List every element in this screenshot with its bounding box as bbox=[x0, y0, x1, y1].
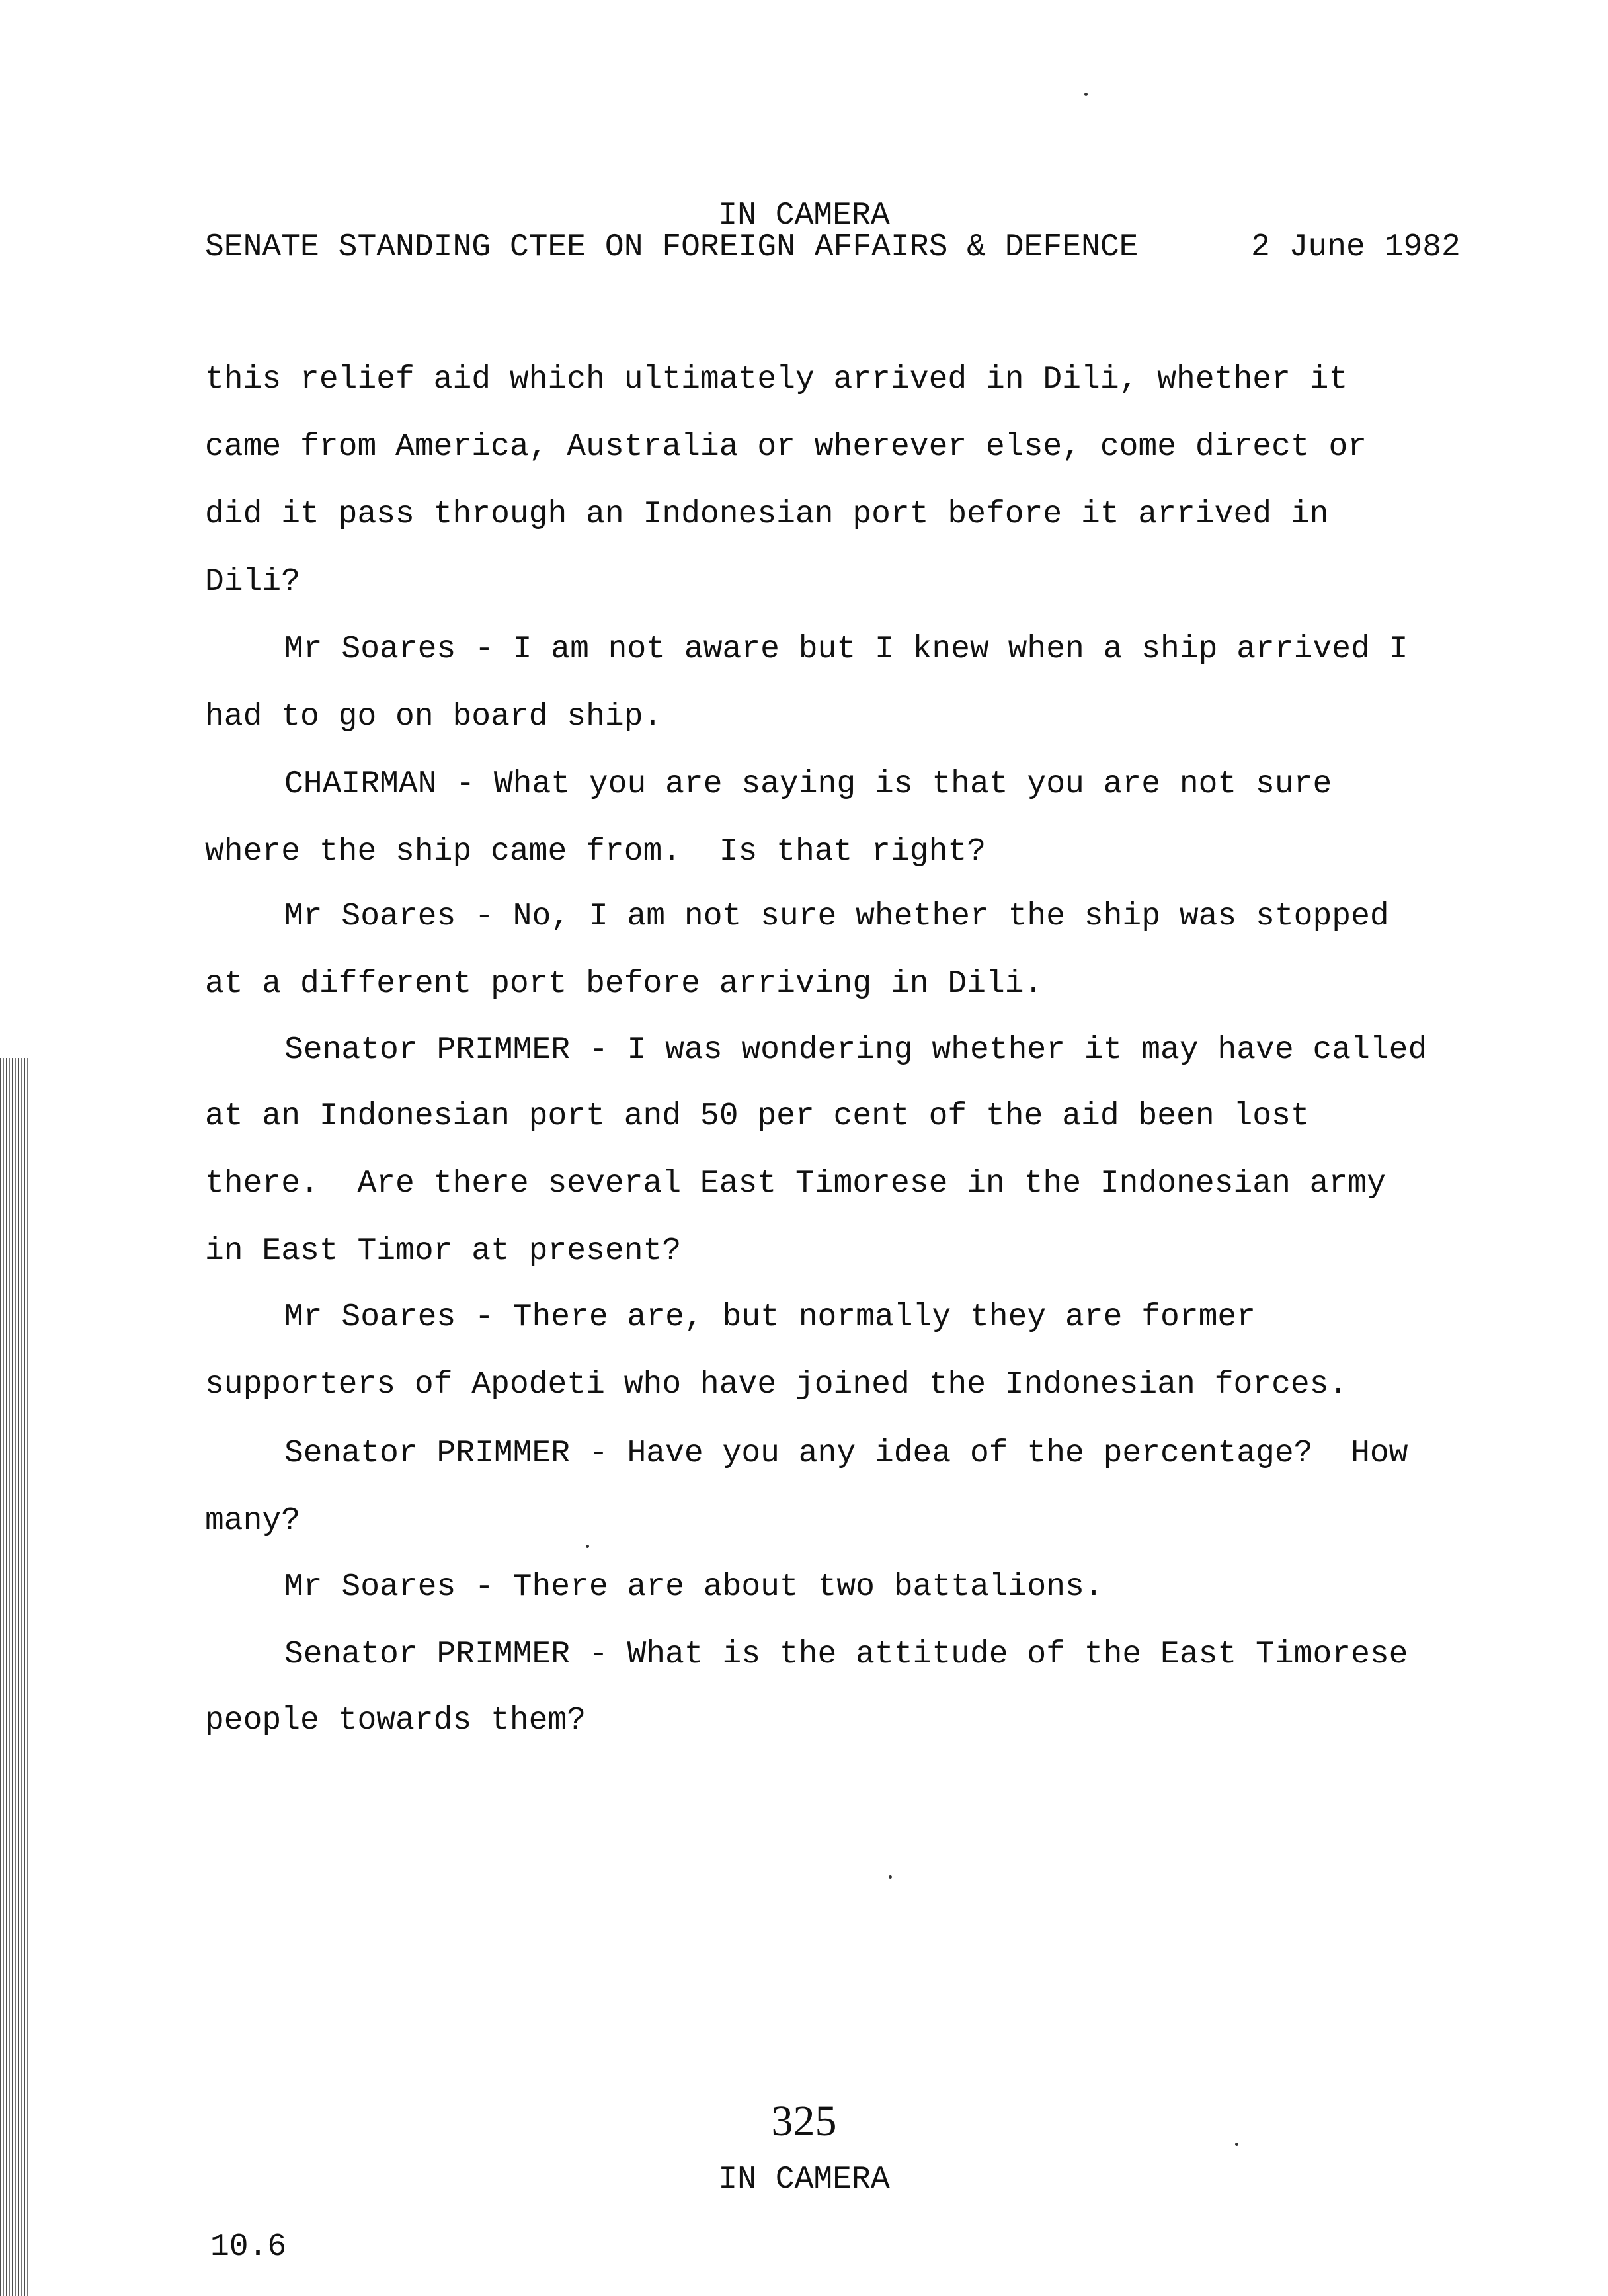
reference-number: 10.6 bbox=[210, 2229, 287, 2265]
scan-speck bbox=[1084, 93, 1088, 96]
speaker-line: Mr Soares - I am not aware but I knew when a ship arrived I bbox=[284, 632, 1408, 667]
body-line: there. Are there several East Timorese in the Indonesian army bbox=[205, 1166, 1386, 1202]
body-line: did it pass through an Indonesian port before it arrived in bbox=[205, 497, 1329, 532]
body-line: people towards them? bbox=[205, 1703, 586, 1739]
body-line: supporters of Apodeti who have joined the Indonesian forces. bbox=[205, 1367, 1348, 1403]
body-line: at a different port before arriving in Dili. bbox=[205, 966, 1043, 1002]
scan-speck bbox=[889, 1875, 892, 1879]
speaker-line: Senator PRIMMER - Have you any idea of the percentage? How bbox=[284, 1436, 1408, 1471]
committee-title: SENATE STANDING CTEE ON FOREIGN AFFAIRS & DEFENCE bbox=[205, 229, 1139, 265]
speaker-line: CHAIRMAN - What you are saying is that you are not sure bbox=[284, 766, 1332, 802]
body-line: at an Indonesian port and 50 per cent of the aid been lost bbox=[205, 1098, 1310, 1134]
body-line: this relief aid which ultimately arrived in Dili, whether it bbox=[205, 362, 1348, 397]
body-line: many? bbox=[205, 1503, 301, 1539]
in-camera-header: IN CAMERA bbox=[718, 198, 890, 233]
speaker-line: Senator PRIMMER - What is the attitude of the East Timorese bbox=[284, 1637, 1408, 1672]
body-line: had to go on board ship. bbox=[205, 699, 663, 735]
speaker-line: Mr Soares - There are about two battalions. bbox=[284, 1569, 1104, 1605]
body-line: where the ship came from. Is that right? bbox=[205, 834, 986, 870]
in-camera-footer: IN CAMERA bbox=[718, 2162, 890, 2197]
body-line: came from America, Australia or wherever else, come direct or bbox=[205, 429, 1367, 465]
speaker-line: Mr Soares - No, I am not sure whether the ship was stopped bbox=[284, 899, 1389, 934]
speaker-line: Mr Soares - There are, but normally they are former bbox=[284, 1299, 1256, 1335]
speaker-line: Senator PRIMMER - I was wondering whether it may have called bbox=[284, 1032, 1427, 1068]
scan-speck bbox=[586, 1545, 589, 1548]
body-line: Dili? bbox=[205, 564, 301, 600]
document-date: 2 June 1982 bbox=[1251, 229, 1461, 265]
page-number: 325 bbox=[771, 2097, 837, 2145]
body-line: in East Timor at present? bbox=[205, 1233, 682, 1269]
